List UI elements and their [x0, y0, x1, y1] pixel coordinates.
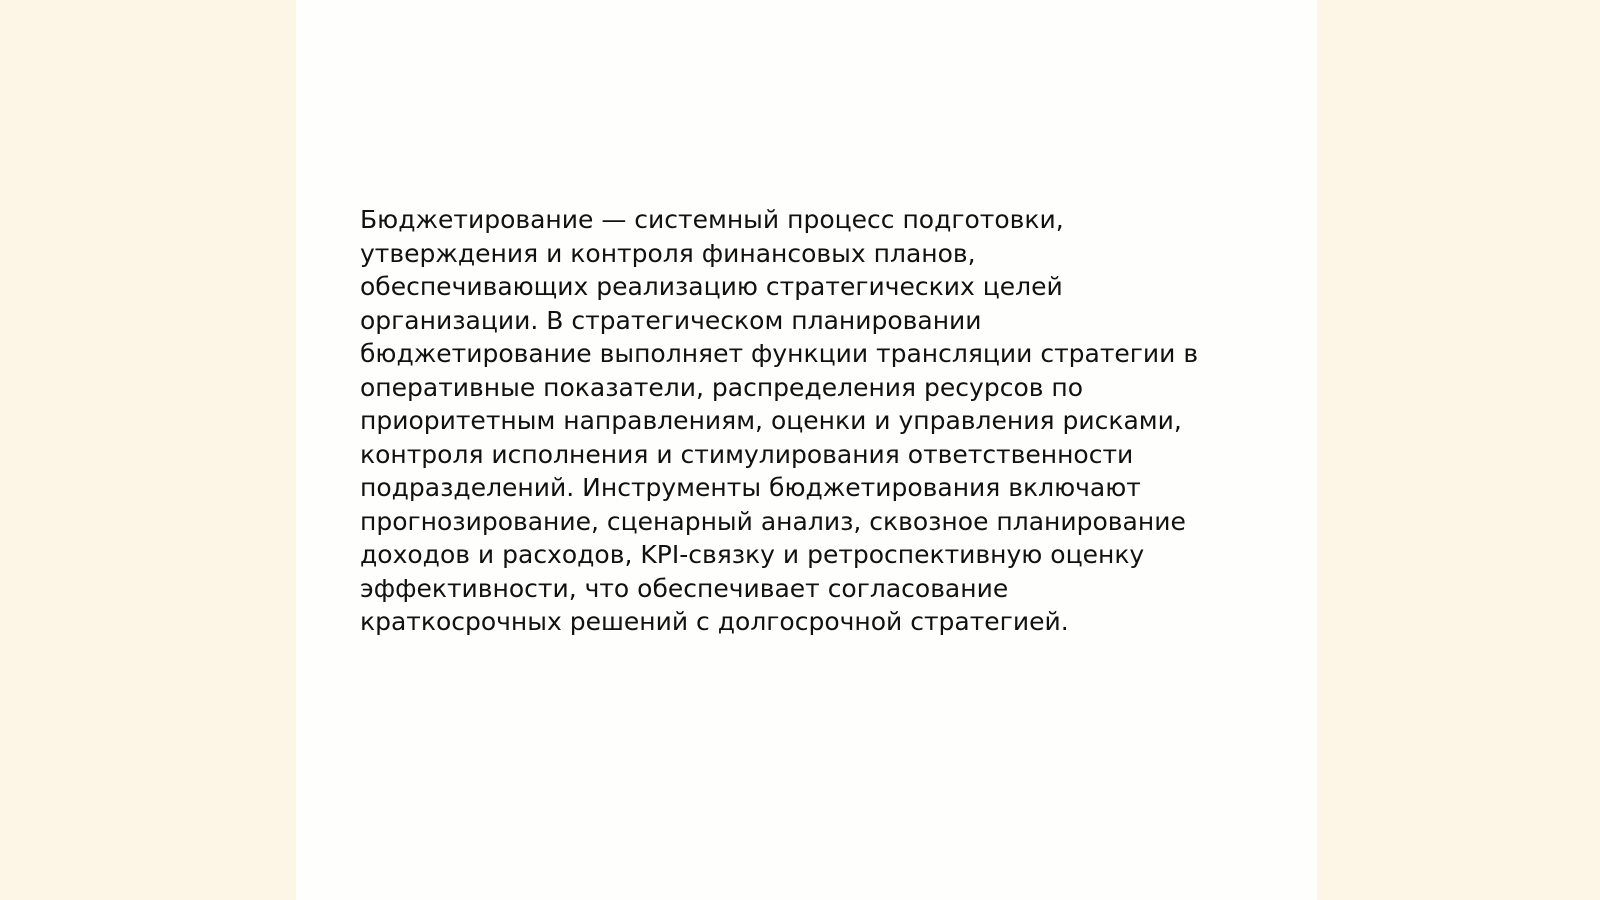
paragraph-line: обеспечивающих реализацию стратегических целей — [360, 272, 1063, 301]
paragraph-line: утверждения и контроля финансовых планов, — [360, 238, 976, 268]
paragraph-line: прогнозирование, сценарный анализ, сквозное планирование — [360, 506, 1186, 536]
document-page — [296, 0, 1317, 900]
paragraph-line: контроля исполнения и стимулирования ответственности — [360, 439, 1134, 469]
body-paragraph — [360, 203, 1240, 639]
paragraph-line: эффективности, что обеспечивает согласование — [360, 573, 1009, 603]
paragraph-line: доходов и расходов, KPI-связку и ретроспективную оценку — [360, 540, 1145, 569]
paragraph-line: Бюджетирование — системный процесс подготовки, — [360, 205, 1064, 234]
paragraph-line: оперативные показатели, распределения ресурсов по — [360, 372, 1084, 402]
paragraph-line: краткосрочных решений с долгосрочной стратегией. — [360, 607, 1069, 636]
paragraph-line: бюджетирование выполняет функции трансляции стратегии в — [360, 339, 1199, 368]
paragraph-line: приоритетным направлениям, оценки и управления рисками, — [360, 406, 1182, 435]
paragraph-line: организации. В стратегическом планировании — [360, 305, 982, 335]
paragraph-line: подразделений. Инструменты бюджетирования включают — [360, 473, 1141, 502]
